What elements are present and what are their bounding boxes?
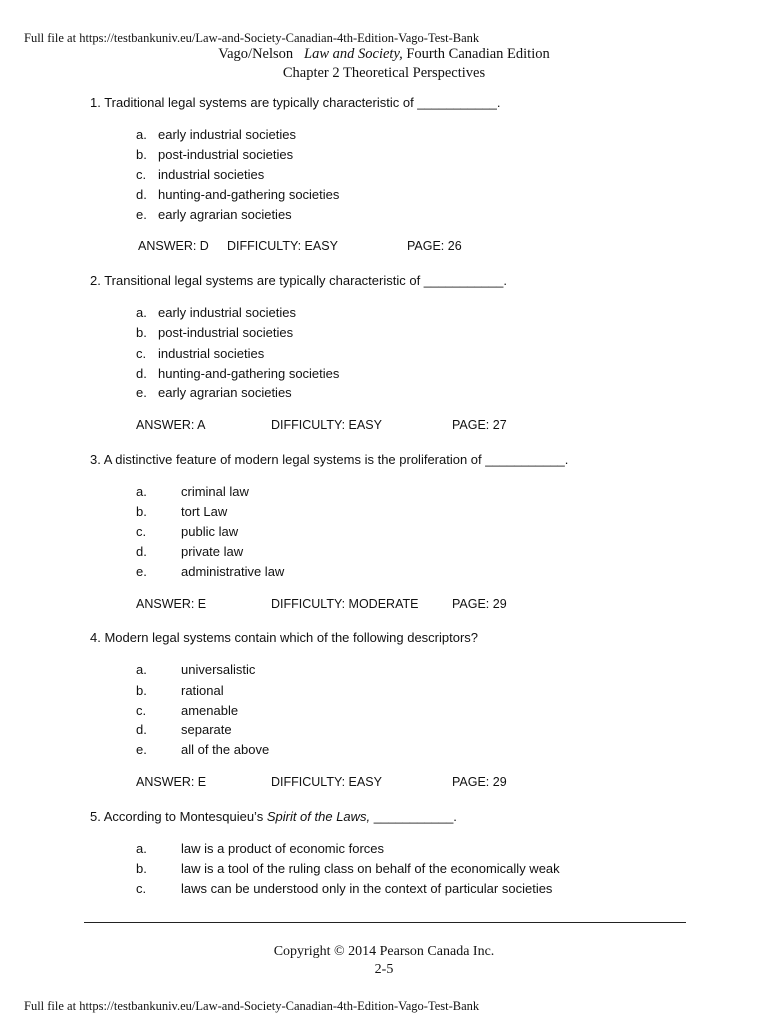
- option-text: early industrial societies: [158, 305, 297, 320]
- option-letter: d.: [136, 544, 147, 559]
- option-text: separate: [181, 722, 232, 737]
- answer-label: ANSWER: E: [136, 775, 207, 789]
- option-letter: a.: [136, 127, 147, 142]
- option-text: early agrarian societies: [158, 385, 292, 400]
- option-text: hunting-and-gathering societies: [158, 366, 340, 381]
- option-text: post-industrial societies: [158, 325, 294, 340]
- option-text: industrial societies: [158, 167, 265, 182]
- option-letter: b.: [136, 147, 147, 162]
- option-letter: c.: [136, 167, 147, 182]
- option-text: early industrial societies: [158, 127, 297, 142]
- difficulty-label: DIFFICULTY: EASY: [271, 775, 382, 789]
- option-letter: a.: [136, 662, 147, 677]
- answer-label: ANSWER: A: [136, 418, 206, 432]
- answer-label: ANSWER: D: [138, 239, 209, 253]
- option-letter: a.: [136, 841, 147, 856]
- question-5-prompt: [90, 809, 457, 824]
- difficulty-label: DIFFICULTY: MODERATE: [271, 597, 419, 611]
- option-letter: e.: [136, 742, 147, 757]
- option-letter: c.: [136, 703, 147, 718]
- option-letter: a.: [136, 305, 147, 320]
- option-text: private law: [181, 544, 244, 559]
- difficulty-label: DIFFICULTY: EASY: [227, 239, 338, 253]
- option-text: laws can be understood only in the context of particular societies: [181, 881, 553, 896]
- option-letter: a.: [136, 484, 147, 499]
- option-letter: c.: [136, 524, 147, 539]
- edition: Fourth Canadian Edition: [406, 46, 550, 62]
- difficulty-label: DIFFICULTY: EASY: [271, 418, 382, 432]
- question-4-prompt: 4. Modern legal systems contain which of the following descriptors?: [90, 630, 479, 645]
- page-label: PAGE: 29: [452, 775, 507, 789]
- copyright: Copyright © 2014 Pearson Canada Inc.: [273, 944, 495, 959]
- page-number: 2-5: [374, 962, 394, 977]
- option-letter: e.: [136, 207, 147, 222]
- option-text: industrial societies: [158, 346, 265, 361]
- option-letter: c.: [136, 346, 147, 361]
- prompt-text: 5. According to Montesquieu’s: [90, 809, 267, 824]
- option-text: tort Law: [181, 504, 228, 519]
- option-letter: d.: [136, 366, 147, 381]
- option-text: hunting-and-gathering societies: [158, 187, 340, 202]
- option-letter: b.: [136, 861, 147, 876]
- prompt-blank: ___________.: [370, 809, 457, 824]
- option-text: administrative law: [181, 564, 285, 579]
- option-text: rational: [181, 683, 224, 698]
- footer-divider: [84, 922, 686, 923]
- option-text: criminal law: [181, 484, 249, 499]
- option-text: public law: [181, 524, 239, 539]
- option-letter: d.: [136, 722, 147, 737]
- option-letter: e.: [136, 564, 147, 579]
- option-text: post-industrial societies: [158, 147, 294, 162]
- full-file-link-bottom[interactable]: Full file at https://testbankuniv.eu/Law-and-Society-Canadian-4th-Edition-Vago-Test-Bank: [24, 999, 480, 1013]
- option-letter: e.: [136, 385, 147, 400]
- question-3-prompt: 3. A distinctive feature of modern legal systems is the proliferation of ___________.: [90, 452, 569, 467]
- option-letter: b.: [136, 683, 147, 698]
- book-header: [0, 46, 768, 63]
- option-text: all of the above: [181, 742, 270, 757]
- option-letter: b.: [136, 504, 147, 519]
- question-2-prompt: 2. Transitional legal systems are typically characteristic of ___________.: [90, 273, 507, 288]
- page-label: PAGE: 26: [407, 239, 462, 253]
- option-text: universalistic: [181, 662, 256, 677]
- option-letter: d.: [136, 187, 147, 202]
- option-text: law is a tool of the ruling class on behalf of the economically weak: [181, 861, 560, 876]
- authors: Vago/Nelson: [218, 46, 294, 62]
- option-text: law is a product of economic forces: [181, 841, 385, 856]
- chapter-title: Chapter 2 Theoretical Perspectives: [282, 65, 486, 81]
- option-text: early agrarian societies: [158, 207, 292, 222]
- page-label: PAGE: 29: [452, 597, 507, 611]
- option-letter: c.: [136, 881, 147, 896]
- question-1-prompt: 1. Traditional legal systems are typically characteristic of ___________.: [90, 95, 501, 110]
- answer-label: ANSWER: E: [136, 597, 207, 611]
- page-label: PAGE: 27: [452, 418, 507, 432]
- book-title: Law and Society,: [304, 46, 403, 62]
- option-text: amenable: [181, 703, 239, 718]
- full-file-link-top[interactable]: Full file at https://testbankuniv.eu/Law-and-Society-Canadian-4th-Edition-Vago-Test-Bank: [24, 31, 480, 45]
- prompt-italic-title: Spirit of the Laws,: [266, 809, 371, 824]
- option-letter: b.: [136, 325, 147, 340]
